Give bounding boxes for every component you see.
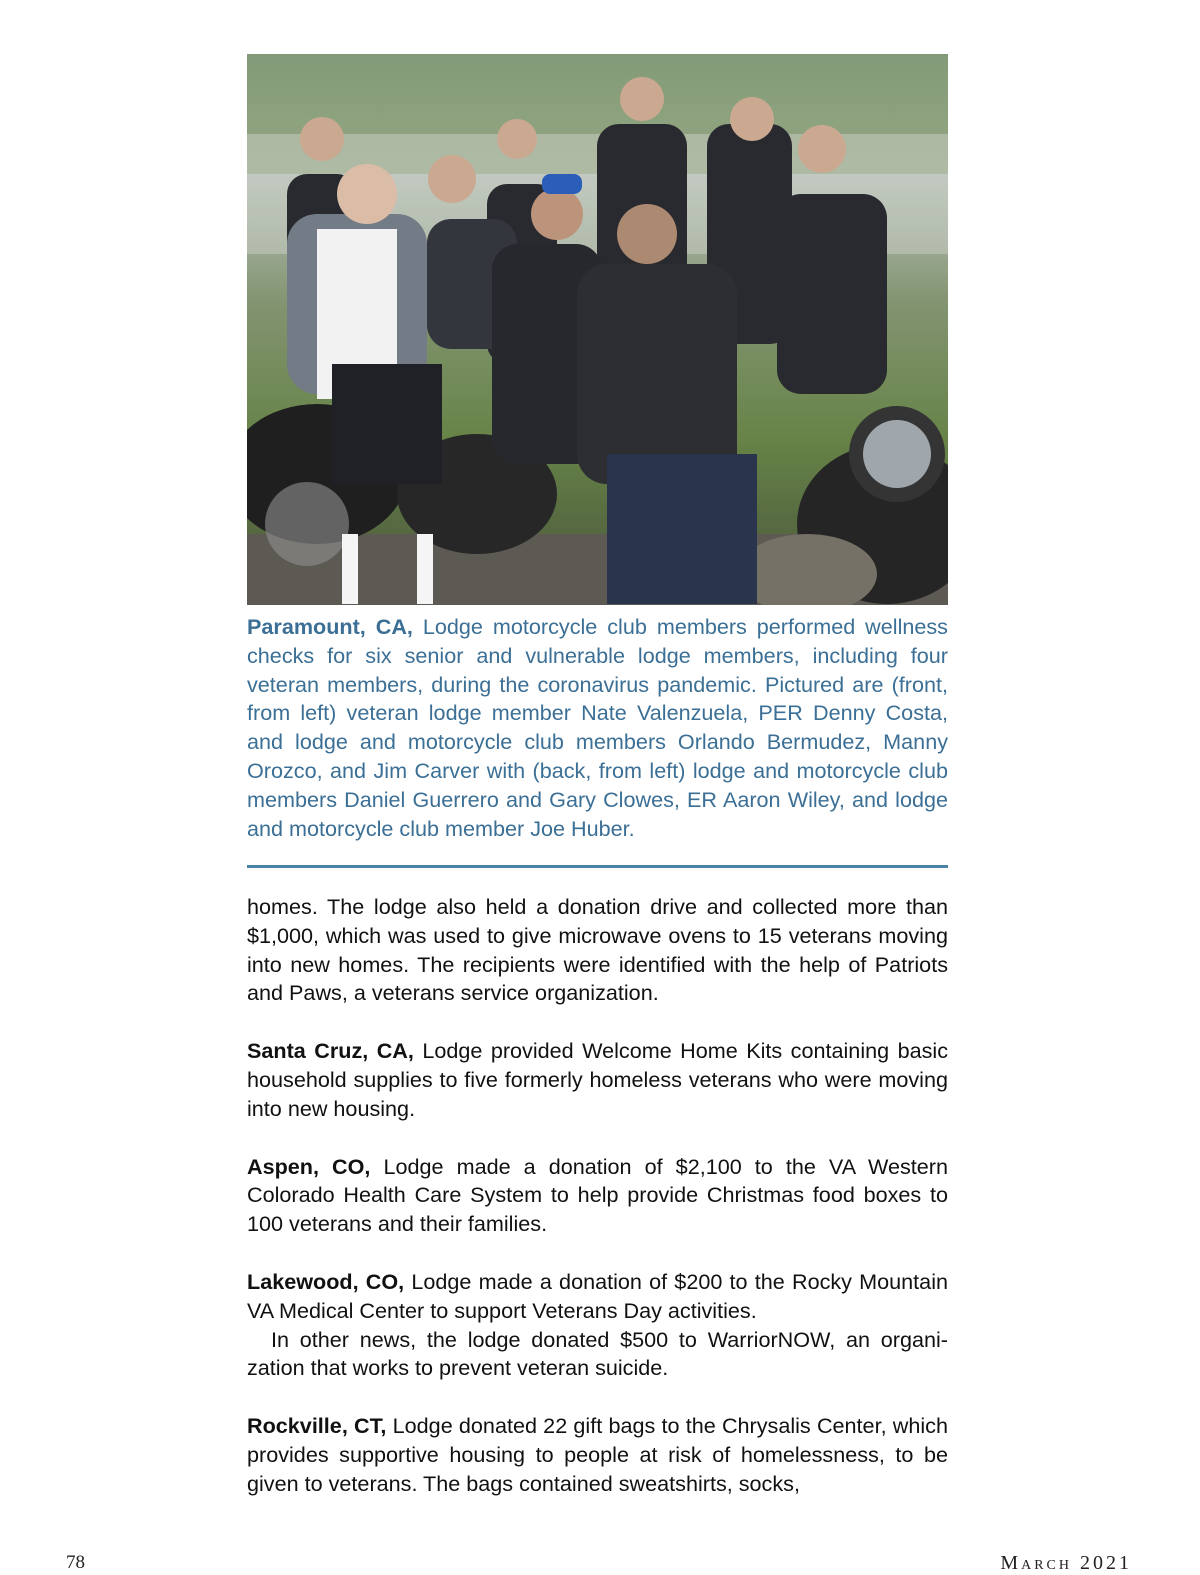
group-photo-icon: [247, 54, 948, 605]
caption-divider: [247, 865, 948, 868]
page-number: 78: [66, 1552, 85, 1573]
caption-text: Lodge motorcycle club members performed wellness checks for six senior and vulnerable lodge members, including four veteran members, during the coronavirus pandemic. Pictured are (front, from left) veteran lodge member Nate Valenzuela, PER Denny Costa, and lodge and motorcycle club members Orlando Bermudez, Manny Orozco, and Jim Carver with (back, from left) lodge and motorcycle club members Daniel Guerrero and Gary Clowes, ER Aaron Wiley, and lodge and motorcycle club member Joe Huber.: [247, 614, 948, 841]
article-paragraph: [247, 1412, 948, 1498]
article-paragraph: [247, 1153, 948, 1239]
article-text: Lodge provided Welcome Home Kits containing basic household supplies to five formerly homeless veterans who were moving into new housing.: [247, 1038, 948, 1121]
article-paragraph: [247, 893, 948, 1008]
article-text: Lodge made a donation of $2,100 to the VA Western Colorado Health Care System to help provide Christmas food boxes to 100 veterans and their families.: [247, 1153, 948, 1237]
article-paragraph: [247, 1037, 948, 1123]
article-text: Lodge donated 22 gift bags to the Chrysalis Center, which provides supportive housing to people at risk of homelessness, to be given to veterans. The bags contained sweatshirts, socks,: [247, 1413, 948, 1496]
photo-caption: [247, 613, 948, 843]
group-photo: [247, 54, 948, 605]
issue-date: March 2021: [1000, 1552, 1132, 1574]
article-lead: Lakewood, CO,: [247, 1268, 405, 1294]
article-lead: Santa Cruz, CA,: [247, 1038, 414, 1064]
article-lead: Aspen, CO,: [247, 1153, 371, 1179]
article-text: In other news, the lodge donated $500 to WarriorNOW, an organi-zation that works to prevent veteran suicide.: [247, 1326, 948, 1381]
article-lead: Rockville, CT,: [247, 1413, 387, 1439]
article-text: Lodge made a donation of $200 to the Rocky Mountain VA Medical Center to support Veterans Day activities.: [247, 1268, 948, 1323]
article-paragraph: [247, 1326, 948, 1384]
article-text: homes. The lodge also held a donation drive and collected more than $1,000, which was used to give microwave ovens to 15 veterans moving into new homes. The recipients were identified with the help of Patriots and Paws, a veterans service organization.: [247, 894, 948, 1006]
caption-lead: Paramount, CA,: [247, 614, 413, 639]
article-column: [247, 893, 948, 1499]
article-paragraph: [247, 1268, 948, 1326]
